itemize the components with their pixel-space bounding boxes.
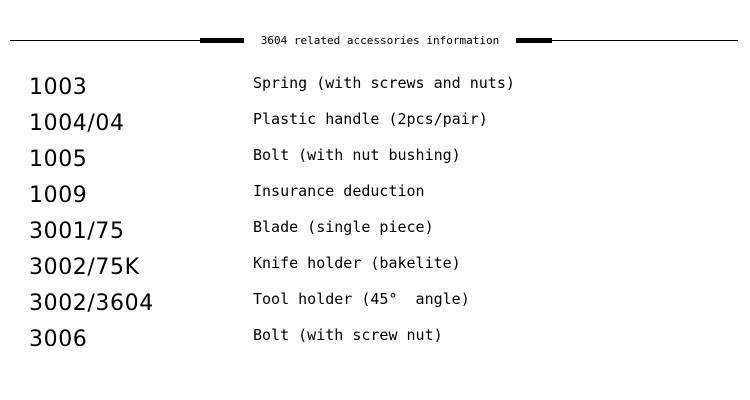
item-code: 1009 (29, 183, 88, 208)
list-item (0, 108, 750, 144)
item-description: Insurance deduction (253, 182, 425, 200)
item-description: Blade (single piece) (253, 218, 434, 236)
list-item (0, 72, 750, 108)
item-description: Bolt (with screw nut) (253, 326, 443, 344)
list-item (0, 288, 750, 324)
section-header (10, 31, 738, 51)
item-code: 3002/75K (29, 255, 140, 280)
header-rule-left (10, 40, 200, 41)
item-code: 3006 (29, 327, 88, 352)
header-rule-right (552, 40, 738, 41)
list-item (0, 144, 750, 180)
list-item (0, 324, 750, 360)
item-description: Knife holder (bakelite) (253, 254, 461, 272)
item-description: Bolt (with nut bushing) (253, 146, 461, 164)
list-item (0, 216, 750, 252)
header-bar-left (200, 38, 244, 43)
item-code: 1005 (29, 147, 88, 172)
header-bar-right (516, 38, 552, 43)
item-code: 1003 (29, 75, 88, 100)
section-title: 3604 related accessories information (260, 34, 500, 47)
item-code: 1004/04 (29, 111, 125, 136)
item-code: 3002/3604 (29, 291, 154, 316)
accessories-list (0, 72, 750, 360)
item-description: Spring (with screws and nuts) (253, 74, 515, 92)
list-item (0, 180, 750, 216)
item-code: 3001/75 (29, 219, 125, 244)
item-description: Plastic handle (2pcs/pair) (253, 110, 488, 128)
list-item (0, 252, 750, 288)
item-description: Tool holder (45° angle) (253, 290, 470, 308)
